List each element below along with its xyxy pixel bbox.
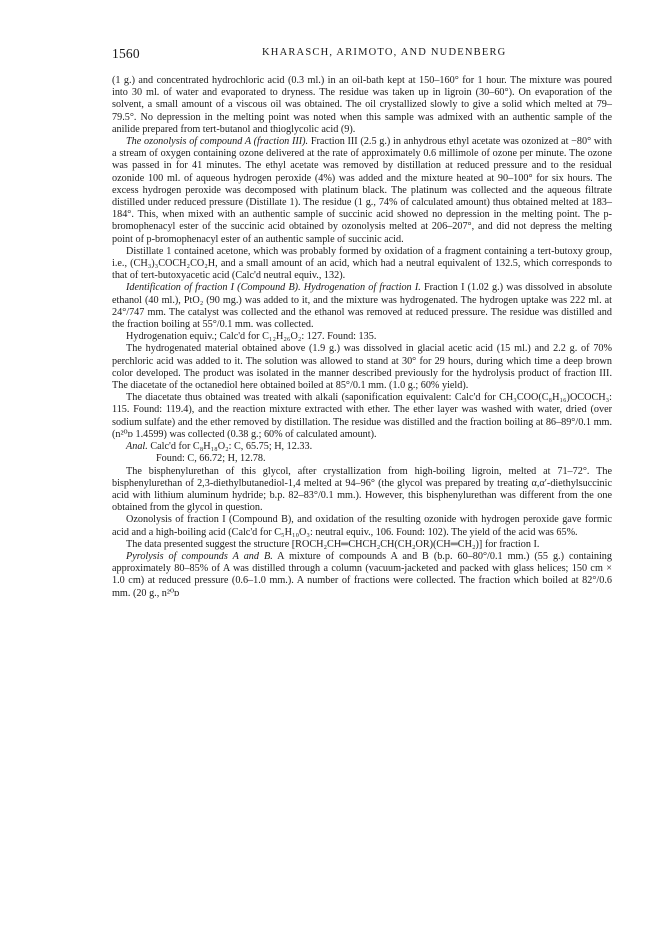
paragraph-distillate: Distillate 1 contained acetone, which was probably formed by oxidation of a fragment containing a tert-butoxy group, i.e., (CH₃)₃COCH₂CO₂H, and a small amount of an acid, which had a neutral equivalent of 132.5, which corresponds to that of tert-butoxyacetic acid (Calc'd neutral equiv., 132). xyxy=(112,245,612,282)
analysis-label: Anal. xyxy=(126,441,148,453)
paragraph-hydrogenation-equiv: Hydrogenation equiv.; Calc'd for C₁₂H₂₆O₂: 127. Found: 135. xyxy=(126,331,377,343)
paragraph-pyrolysis: Pyrolysis of compounds A and B. A mixture of compounds A and B (b.p. 60–80°/0.1 mm.) (55 g.) containing approximately 80–85% of A was distilled through a column (vacuum-jacketed and packed with glass helices; 150 cm × 1.0 cm) at reduced pressure (0.6–1.0 mm.). A number of fractions were collected. The fraction which boiled at 82°/0.6 mm. (20 g., n²⁰ᴅ xyxy=(112,550,612,599)
paragraph-identification: Identification of fraction I (Compound B). Hydrogenation of fraction I. Fraction I (1.02 g.) was dissolved in absolute ethanol (40 ml.), PtO₂ (90 mg.) was added to it, and the mixture was hydrogenated. The hydrogen uptake was 222 ml. at 24°/747 mm. The catalyst was collected and the ethanol was removed at reduced pressure. The residue was distilled and the fraction boiling at 55°/0.1 mm. was collected. xyxy=(112,282,612,331)
paragraph-saponification: The diacetate thus obtained was treated with alkali (saponification equivalent: Calc'd for CH₃COO(C₈H₁₆)OCOCH₃: 115. Found: 119.4), and the reaction mixture extracted with ether. The ether layer was washed with water, dried (over sodium sulfate) and the ether removed by distillation. The residue was distilled and the fraction boiling at 86–89°/0.1 mm. (n²⁰ᴅ 1.4599) was collected (0.38 g.; 60% of calculated amount). xyxy=(112,392,612,440)
paragraph-anilide: (1 g.) and concentrated hydrochloric acid (0.3 ml.) in an oil-bath kept at 150–160° for 1 hour. The mixture was poured into 30 ml. of water and evaporated to dryness. The residue was taken up in ligroin (30–60°). On evaporation of the solvent, a small amount of a viscous oil was obtained. The oil crystallized slowly to give a solid which melted at 79–79.5°. No depression in the melting point was noted when this sample was admixed with an authentic sample of the anilide prepared from tert-butanol and thioglycolic acid (9). xyxy=(112,75,612,135)
paragraph-bisphenylurethan: The bisphenylurethan of this glycol, after crystallization from high-boiling ligroin, melted at 71–72°. The bisphenylurethan of 2,3-diethylbutanediol-1,4 melted at 94–96° (the glycol was prepared by treating α,α′-diethylsuccinic acid with lithium aluminum hydride; b.p. 82–83°/0.1 mm.). However, this bisphenylurethan was different from the one obtained from the glycol in question. xyxy=(112,465,612,514)
paragraph-diacetate: The hydrogenated material obtained above (1.9 g.) was dissolved in glacial acetic acid (15 ml.) and 2.2 g. of 70% perchloric acid was added to it. The solution was allowed to stand at 30° for 29 hours, during which time a deep brown color developed. The product was isolated in the manner described previously for the hydrolysis product of fraction III. The diacetate of the octanediol here obtained boiled at 85°/0.1 mm. (1.0 g.; 60% yield). xyxy=(112,343,612,392)
section-heading: The ozonolysis of compound A (fraction III). xyxy=(126,136,309,148)
paragraph-ozonolysis-a: The ozonolysis of compound A (fraction III). Fraction III (2.5 g.) in anhydrous ethyl acetate was ozonized at −80° with a stream of oxygen containing ozone delivered at the rate of approximately 0.6 millimole of ozone per minute. The ozone was passed in for 41 minutes. The ethyl acetate was removed by distillation at reduced pressure and to the residual ozonide 100 ml. of aqueous hydrogen peroxide (4%) was added and the mixture heated at 90–100° for six hours. The excess hydrogen peroxide was decomposed with platinum black. The platinum was collected and the aqueous filtrate distilled under reduced pressure (Distillate 1). The residue (1 g., 74% of calculated amount) thus obtained melted at 183–184°. This, when mixed with an authentic sample of succinic acid showed no depression in the melting point. The p-bromophenacyl ester of the succinic acid obtained by ozonolysis melted at 206–207°, and did not depress the melting point of p-bromophenacyl ester of an authentic sample of succinic acid. xyxy=(112,136,612,245)
body-text xyxy=(112,75,612,600)
page-header xyxy=(112,46,612,62)
section-heading: Identification of fraction I (Compound B). Hydrogenation of fraction I. xyxy=(126,282,421,294)
paragraph-found: Found: C, 66.72; H, 12.78. xyxy=(156,453,266,465)
page-number: 1560 xyxy=(112,46,140,61)
section-heading: Pyrolysis of compounds A and B. xyxy=(126,550,273,562)
paragraph-structure: The data presented suggest the structure [ROCH₂CH═CHCH₂CH(CH₂OR)(CH═CH₂)] for fraction I. xyxy=(126,538,540,550)
paragraph-ozonolysis-b: Ozonolysis of fraction I (Compound B), and oxidation of the resulting ozonide with hydrogen peroxide gave formic acid and a high-boiling acid (Calc'd for C₅H₁₀O₃: neutral equiv., 106. Found: 102). The yield of the acid was 65%. xyxy=(112,514,612,538)
running-head: KHARASCH, ARIMOTO, AND NUDENBERG xyxy=(262,47,507,58)
paragraph-analysis: Anal. Calc'd for C₈H₁₈O₂: C, 65.75; H, 12.33. xyxy=(126,441,313,453)
